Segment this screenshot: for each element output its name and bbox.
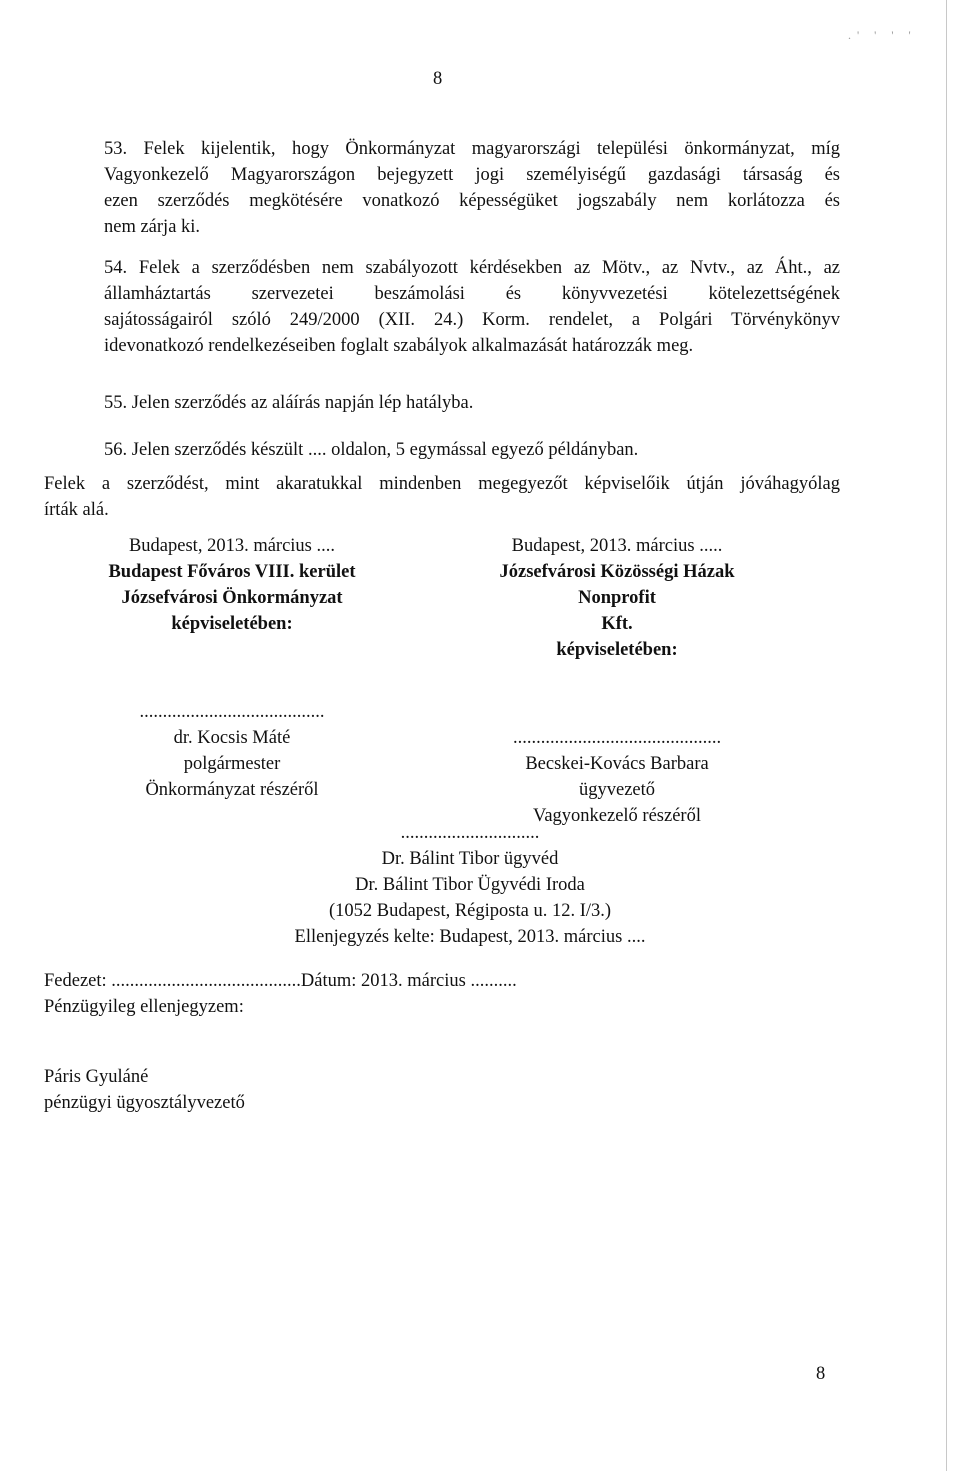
finance-signer-name: Páris Gyuláné <box>44 1067 149 1087</box>
represented-label: képviseletében: <box>556 640 678 660</box>
fedezet-line: Fedezet: .........................................Dátum: 2013. március .......... <box>44 971 517 991</box>
org-name-line-1: Józsefvárosi Közösségi Házak Nonprofit <box>499 562 735 608</box>
clause-line: nem zárja ki. <box>104 217 201 237</box>
page-number-top: 8 <box>433 69 443 89</box>
clause-line: 56. Jelen szerződés készült .... oldalon, 5 egymással egyező példányban. <box>104 440 639 460</box>
finance-signer-title: pénzügyi ügyosztályvezető <box>44 1093 245 1113</box>
signer-title: ügyvezető <box>578 780 656 800</box>
clause-line: 55. Jelen szerződés az aláírás napján lép hatályba. <box>104 393 474 413</box>
represented-label: képviseletében: <box>171 614 293 634</box>
law-office-address: (1052 Budapest, Régiposta u. 12. I/3.) <box>328 901 612 921</box>
finance-countersign-label: Pénzügyileg ellenjegyzem: <box>44 997 244 1017</box>
place-date: Budapest, 2013. március .... <box>128 536 336 556</box>
clause-line: sajátosságairól szóló 249/2000 (XII. 24.) Korm. rendelet, a Polgári Törvénykönyv <box>104 310 840 330</box>
signature-line: ........................................ <box>139 702 325 722</box>
signatory-left <box>84 533 380 803</box>
countersign-dots: .............................. <box>400 823 540 843</box>
page-number-bottom: 8 <box>816 1364 826 1384</box>
clause-line: Vagyonkezelő Magyarországon bejegyzett jogi személyiségű gazdasági társaság és <box>104 165 840 185</box>
signer-on-behalf: Vagyonkezelő részéről <box>533 806 701 826</box>
clause-56 <box>104 437 840 463</box>
countersign-date: Ellenjegyzés kelte: Budapest, 2013. március .... <box>294 927 646 947</box>
signatory-right <box>460 533 774 829</box>
scan-marks: .' ' ' ' <box>848 28 917 42</box>
countersignature <box>200 820 740 950</box>
org-name-line-2: Kft. <box>601 614 633 634</box>
page-edge-rule <box>946 0 947 1471</box>
place-date: Budapest, 2013. március ..... <box>511 536 723 556</box>
clause-line: ezen szerződés megkötésére vonatkozó képességüket jogszabály nem korlátozza és <box>104 191 840 211</box>
signature-line: ............................................. <box>512 728 722 748</box>
clause-line: 53. Felek kijelentik, hogy Önkormányzat magyarországi települési önkormányzat, míg <box>104 139 840 159</box>
signer-title: polgármester <box>183 754 281 774</box>
finance-signer <box>44 1064 245 1116</box>
closing-statement <box>44 471 840 523</box>
closing-line-1: Felek a szerződést, mint akaratukkal mindenben megegyezőt képviselőik útján jóváhagyólag <box>44 474 840 494</box>
signer-name: Becskei-Kovács Barbara <box>525 754 709 774</box>
finance-block <box>44 968 517 1020</box>
closing-line-2: írták alá. <box>44 500 109 520</box>
signer-on-behalf: Önkormányzat részéről <box>145 780 319 800</box>
clause-line: államháztartás szervezetei beszámolási és könyvvezetési kötelezettségének <box>104 284 840 304</box>
clause-53 <box>104 136 840 240</box>
lawyer-name: Dr. Bálint Tibor ügyvéd <box>381 849 559 869</box>
clause-line: 54. Felek a szerződésben nem szabályozott kérdésekben az Mötv., az Nvtv., az Áht., az <box>104 258 840 278</box>
clause-54 <box>104 255 840 359</box>
clause-line: idevonatkozó rendelkezéseiben foglalt szabályok alkalmazását határozzák meg. <box>104 336 694 356</box>
signer-name: dr. Kocsis Máté <box>173 728 291 748</box>
org-name-line-1: Budapest Főváros VIII. kerület <box>108 562 356 582</box>
law-office: Dr. Bálint Tibor Ügyvédi Iroda <box>355 875 585 895</box>
org-name-line-2: Józsefvárosi Önkormányzat <box>121 588 343 608</box>
clause-55 <box>104 390 840 416</box>
